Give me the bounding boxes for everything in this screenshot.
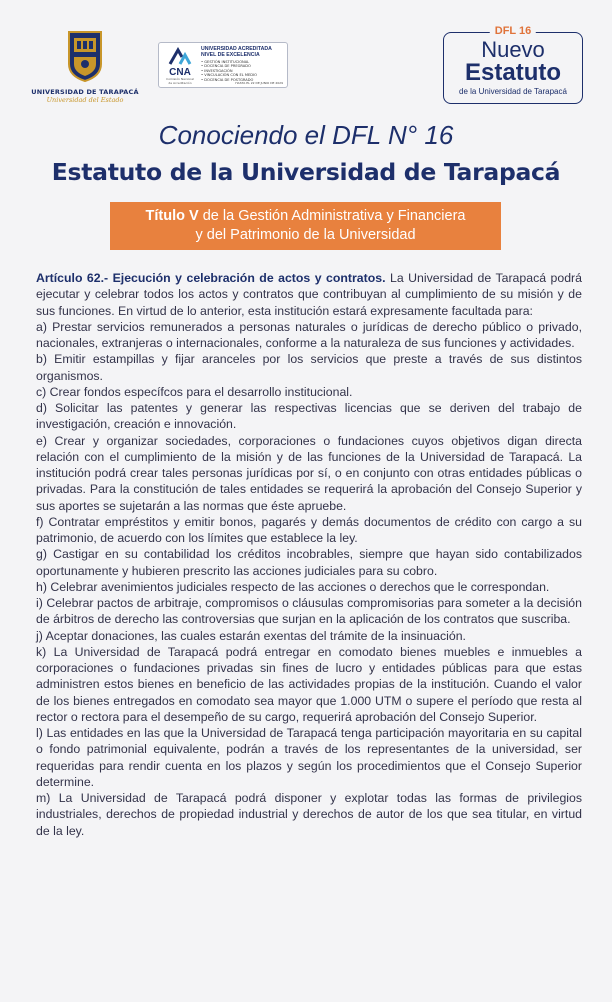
cna-areas-list [201, 60, 287, 83]
cna-area: • DOCENCIA DE PREGRADO [201, 64, 251, 69]
section-banner-line-2: y del Patrimonio de la Universidad [195, 227, 416, 243]
uta-logo [30, 30, 140, 104]
article-item: j) Aceptar donaciones, las cuales estarán exentas del trámite de la insinuación. [36, 628, 466, 643]
article-item: f) Contratar empréstitos y emitir bonos, pagarés y demás documentos de crédito con cargo a su patrimonio, de acuerdo con los límites que establece la ley. [36, 514, 582, 545]
badge-dfl-label: DFL 16 [490, 25, 536, 37]
badge-subtitle: de la Universidad de Tarapacá [459, 87, 567, 96]
article-item: m) La Universidad de Tarapacá podrá disponer y explotar todas las formas de privilegios industriales, derechos de propiedad industrial y derechos de autor de los que sea titular, en virtud de la ley. [36, 791, 582, 838]
uta-name: UNIVERSIDAD DE TARAPACÁ [31, 88, 139, 96]
section-banner-line-1 [110, 207, 501, 226]
section-banner-bold: Título V [145, 208, 199, 224]
article-item: a) Prestar servicios remunerados a personas naturales o jurídicas de derecho público o privado, nacionales, extranjeras o internacionales, conforme a la naturaleza de sus funciones y actividades. [36, 319, 582, 350]
cna-area: • GESTIÓN INSTITUCIONAL [201, 59, 250, 64]
cna-mark-text: CNA [169, 67, 191, 78]
section-banner [110, 202, 501, 250]
article-item: c) Crear fondos específcos para el desarrollo institucional. [36, 384, 353, 399]
dfl-badge [443, 25, 583, 104]
cna-mountain-icon [168, 47, 192, 65]
uta-subtitle: Universidad del Estado [46, 96, 124, 104]
uta-crest-icon [66, 30, 104, 82]
cna-mark-sub: Comisión Nacional de Acreditación [166, 77, 194, 85]
badge-nuevo: Nuevo [481, 37, 545, 62]
cna-area: • VINCULACIÓN CON EL MEDIO [201, 73, 257, 78]
cna-area: • DOCENCIA DE POSTGRADO [201, 77, 254, 82]
intro-title: Conociendo el DFL N° 16 [158, 120, 454, 150]
article-item: d) Solicitar las patentes y generar las respectivas licencias que se deriven del trabajo de investigación, creación e innovación. [36, 401, 582, 432]
article-body [36, 270, 582, 839]
section-banner-rest: de la Gestión Administrativa y Financiera [198, 208, 466, 224]
article-item: g) Castigar en su contabilidad los créditos incobrables, siempre que hayan sido contabilizados oportunamente y hubieren prescrito las acciones judiciales para su cobro. [36, 547, 582, 578]
article-item: l) Las entidades en las que la Universidad de Tarapacá tenga participación mayoritaria en su capital o fondo patrimonial equivalente, podrán a través de los representantes de la universidad, ser requeridas para rendir cuenta en los plazos y según los procedimientos que el Consejo Superior determine. [36, 726, 582, 789]
header [0, 0, 612, 115]
cna-title-2: NIVEL DE EXCELENCIA [201, 52, 260, 59]
article-item: b) Emitir estampillas y fijar aranceles por los servicios que preste a través de sus distintos organismos. [36, 352, 582, 383]
badge-estatuto: Estatuto [465, 59, 561, 86]
article-item: h) Celebrar avenimientos judiciales respecto de las acciones o derechos que le correspondan. [36, 579, 550, 594]
article-item: k) La Universidad de Tarapacá podrá entregar en comodato bienes muebles e inmuebles a corporaciones o fundaciones privadas sin fines de lucro y entidades públicas para que estas administren estos bienes en beneficio de las actividades propias de la institución. Cuando el valor de los bienes entregados en comodato sea mayor que 1.000 UTM o supere el período que resta al rector o rectora para el desempeño de su cargo, requerirá aprobación del Consejo Superior. [36, 644, 582, 724]
cna-area: • INVESTIGACIÓN [201, 68, 233, 73]
article-intro: La Universidad de Tarapacá podrá ejecutar y celebrar todos los actos y contratos que contribuyan al cumplimiento de su misión y de sus funciones. En virtud de lo anterior, esta institución estará expresamente facultada para: [36, 271, 582, 318]
cna-date: HASTA EL 22 DE JUNIO DE 2029 [235, 81, 283, 85]
cna-title-1: UNIVERSIDAD ACREDITADA [201, 46, 272, 52]
cna-accreditation-badge [158, 42, 288, 88]
article-item: e) Crear y organizar sociedades, corporaciones o fundaciones cuyos objetivos digan directa relación con el cumplimiento de la misión y de las funciones de la Universidad de Tarapacá. La institución podrá crear tales personas jurídicas por sí, o en conjunto con otras entidades públicas o privadas. Para la constitución de tales entidades se requerirá la aprobación del Consejo Superior y sus aportes se sujetarán a las normas que éste apruebe. [36, 433, 582, 513]
article-heading: Artículo 62.- Ejecución y celebración de actos y contratos. [36, 271, 386, 285]
article-item: i) Celebrar pactos de arbitraje, compromisos o cláusulas compromisorias para someter a la decisión de árbitros de derecho las controversias que surjan en la aplicación de los contratos que suscriba. [36, 596, 582, 627]
cna-logo [165, 47, 195, 85]
article-intro-paragraph [36, 270, 582, 319]
cna-text [201, 46, 287, 82]
page-title: Estatuto de la Universidad de Tarapacá [51, 158, 561, 186]
